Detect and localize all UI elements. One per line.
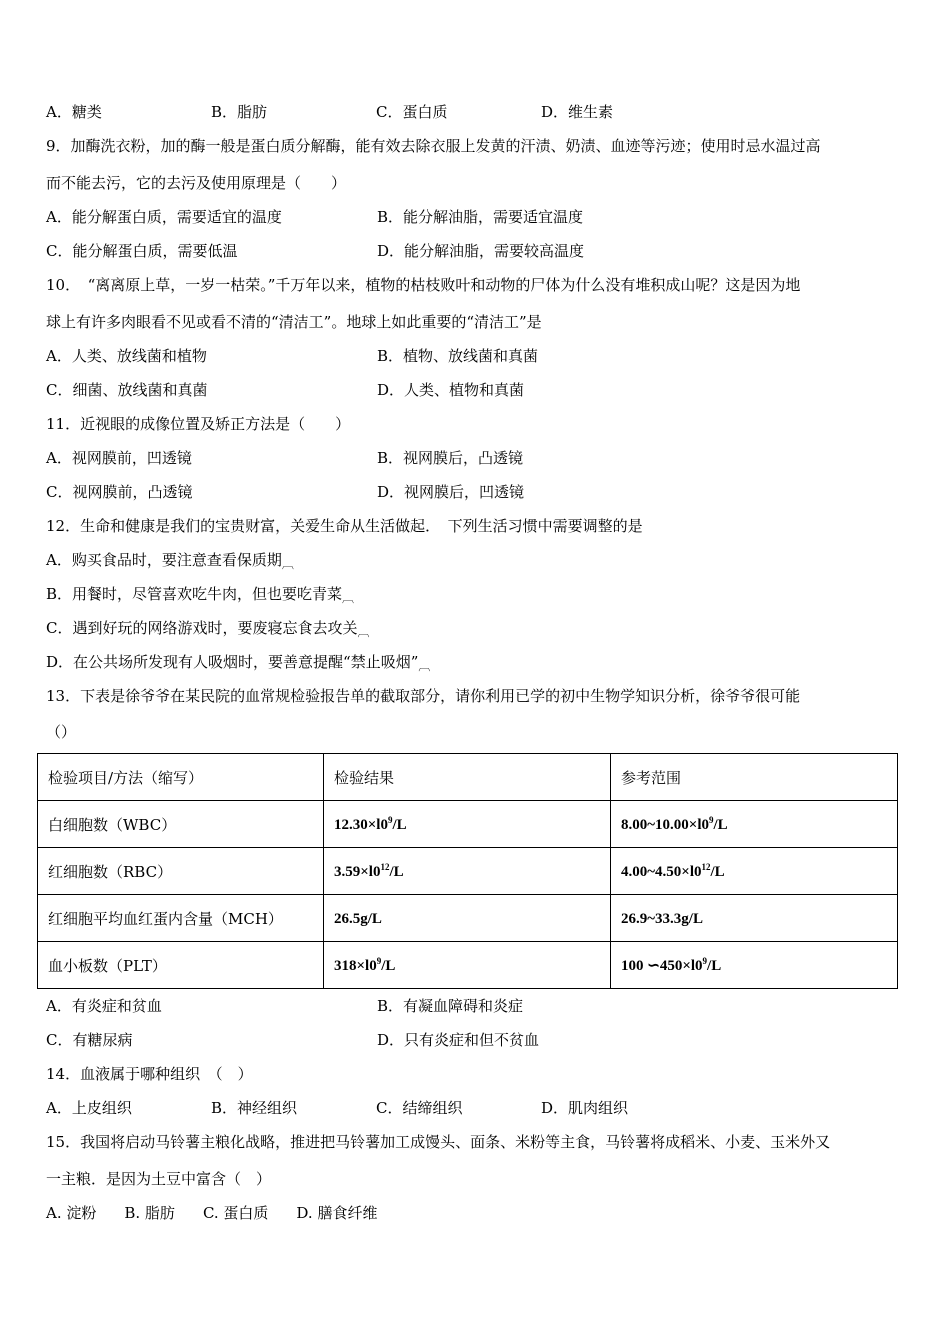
table-row [38, 848, 898, 895]
q12-option-a-line [46, 550, 294, 574]
q11-option-b: B．视网膜后，凸透镜 [377, 449, 524, 467]
q13-stem-line2: （） [46, 723, 77, 741]
result-base: 318×l0 [334, 957, 377, 974]
ref-base: 26.9~33.3g/L [621, 910, 703, 927]
table-cell-ref [611, 801, 898, 848]
q12-option-d-line [46, 652, 430, 676]
result-exp: 9 [387, 814, 393, 825]
q15-option-b: B. 脂肪 [124, 1204, 175, 1222]
table-cell-result [324, 942, 611, 989]
table-cell-item: 白细胞数（WBC） [38, 801, 324, 848]
table-header-row [38, 754, 898, 801]
q13-options-row1 [46, 996, 708, 1016]
result-base: 3.59×l0 [334, 863, 381, 880]
table-row [38, 801, 898, 848]
result-base: 26.5g/L [334, 910, 382, 927]
q11-option-a: A．视网膜前，凹透镜 [46, 449, 192, 467]
ref-base: 100 ∽450×l0 [621, 957, 703, 974]
q9-option-a: A．能分解蛋白质，需要适宜的温度 [46, 208, 282, 226]
q9-stem-line1: 9．加酶洗衣粉，加的酶一般是蛋白质分解酶，能有效去除衣服上发黄的汗渍、奶渍、血迹等污迹；使用时忌水温过高 [46, 137, 821, 155]
q8-options [46, 102, 706, 122]
q12-option-b: B．用餐时，尽管喜欢吃牛肉，但也要吃青菜 [46, 585, 343, 603]
q10-options-row2 [46, 380, 708, 400]
ref-base: 4.00~4.50×l0 [621, 863, 702, 880]
table-header-cell: 检验结果 [324, 754, 611, 801]
table-row [38, 942, 898, 989]
table-row [38, 895, 898, 942]
q15-option-a: A. 淀粉 [46, 1204, 97, 1222]
q14-options [46, 1098, 706, 1118]
result-exp: 9 [376, 955, 382, 966]
result-unit: /L [381, 957, 396, 974]
q14-option-a: A．上皮组织 [46, 1099, 132, 1117]
ref-exp: 12 [701, 861, 711, 872]
q13-option-a: A．有炎症和贫血 [46, 997, 162, 1015]
q11-stem: 11．近视眼的成像位置及矫正方法是（ ） [46, 415, 351, 433]
q13-stem-line1: 13．下表是徐爷爷在某民院的血常规检验报告单的截取部分，请你利用已学的初中生物学知识分析，徐爷爷很可能 [46, 687, 801, 705]
table-cell-item: 红细胞平均血红蛋内含量（MCH） [38, 895, 324, 942]
q14-option-b: B．神经组织 [211, 1099, 298, 1117]
q11-options-row2 [46, 482, 708, 502]
q13-option-b: B．有凝血障碍和炎症 [377, 997, 524, 1015]
q10-stem-line2: 球上有许多肉眼看不见或看不清的“清洁工”。地球上如此重要的“清洁工”是 [46, 313, 542, 331]
q11-options-row1 [46, 448, 708, 468]
q13-options-row2 [46, 1030, 708, 1050]
q15-option-c: C. 蛋白质 [202, 1204, 269, 1222]
q14-stem: 14．血液属于哪种组织 （ ） [46, 1065, 253, 1083]
q12-option-a-mark: ︹ [281, 557, 294, 571]
ref-exp: 9 [702, 955, 708, 966]
q9-options-row2 [46, 241, 708, 261]
q10-stem-line1: 10． “离离原上草，一岁一枯荣。”千万年以来，植物的枯枝败叶和动物的尸体为什么没有堆积成山呢？这是因为地 [46, 276, 801, 294]
result-unit: /L [392, 816, 407, 833]
q12-option-b-line [46, 584, 354, 608]
table-cell-item: 血小板数（PLT） [38, 942, 324, 989]
q10-option-b: B．植物、放线菌和真菌 [377, 347, 539, 365]
result-base: 12.30×l0 [334, 816, 388, 833]
q11-option-c: C．视网膜前，凸透镜 [46, 483, 193, 501]
q10-option-c: C．细菌、放线菌和真菌 [46, 381, 208, 399]
blood-test-table [37, 753, 898, 989]
q12-stem: 12．生命和健康是我们的宝贵财富，关爱生命从生活做起． 下列生活习惯中需要调整的是 [46, 517, 643, 535]
q9-option-c: C．能分解蛋白质，需要低温 [46, 242, 238, 260]
table-cell-ref [611, 942, 898, 989]
q12-option-a: A．购买食品时，要注意查看保质期 [46, 551, 282, 569]
q11-option-d: D．视网膜后，凹透镜 [377, 483, 525, 501]
q12-option-c-line [46, 618, 370, 642]
q13-option-d: D．只有炎症和但不贫血 [377, 1031, 540, 1049]
q8-option-a: A．糖类 [46, 103, 102, 121]
q15-stem-line2: 一主粮．是因为土豆中富含（ ） [46, 1170, 272, 1188]
q8-option-d: D．维生素 [541, 103, 614, 121]
table-cell-item: 红细胞数（RBC） [38, 848, 324, 895]
table-cell-ref [611, 895, 898, 942]
q15-option-d: D. 膳食纤维 [296, 1204, 378, 1222]
q10-option-a: A．人类、放线菌和植物 [46, 347, 207, 365]
q12-option-d: D．在公共场所发现有人吸烟时，要善意提醒“禁止吸烟” [46, 653, 419, 671]
table-cell-result [324, 848, 611, 895]
q15-stem-line1: 15．我国将启动马铃薯主粮化战略，推进把马铃薯加工成馒头、面条、米粉等主食，马铃薯将成稻米、小麦、玉米外又 [46, 1133, 831, 1151]
q15-options [46, 1203, 405, 1223]
table-cell-ref [611, 848, 898, 895]
q10-option-d: D．人类、植物和真菌 [377, 381, 525, 399]
table-header-cell: 参考范围 [611, 754, 898, 801]
ref-exp: 9 [709, 814, 714, 825]
ref-unit: /L [707, 957, 722, 974]
q9-options-row1 [46, 207, 708, 227]
ref-unit: /L [710, 863, 725, 880]
q12-option-c-mark: ︹ [357, 625, 370, 639]
q12-option-c: C．遇到好玩的网络游戏时，要废寝忘食去攻关 [46, 619, 358, 637]
table-cell-result [324, 895, 611, 942]
q10-options-row1 [46, 346, 708, 366]
table-cell-result [324, 801, 611, 848]
ref-base: 8.00~10.00×l0 [621, 816, 710, 833]
q14-option-d: D．肌肉组织 [541, 1099, 629, 1117]
result-unit: /L [389, 863, 404, 880]
q8-option-c: C．蛋白质 [376, 103, 448, 121]
q9-option-b: B．能分解油脂，需要适宜温度 [377, 208, 584, 226]
q9-option-d: D．能分解油脂，需要较高温度 [377, 242, 585, 260]
q8-option-b: B．脂肪 [211, 103, 268, 121]
q14-option-c: C．结缔组织 [376, 1099, 463, 1117]
q12-option-b-mark: ︹ [342, 591, 355, 605]
result-exp: 12 [380, 861, 390, 872]
q9-stem-line2: 而不能去污，它的去污及使用原理是（ ） [46, 174, 347, 192]
q13-option-c: C．有糖尿病 [46, 1031, 133, 1049]
ref-unit: /L [713, 816, 728, 833]
table-header-cell: 检验项目/方法（缩写） [38, 754, 324, 801]
q12-option-d-mark: ︹ [418, 659, 431, 673]
